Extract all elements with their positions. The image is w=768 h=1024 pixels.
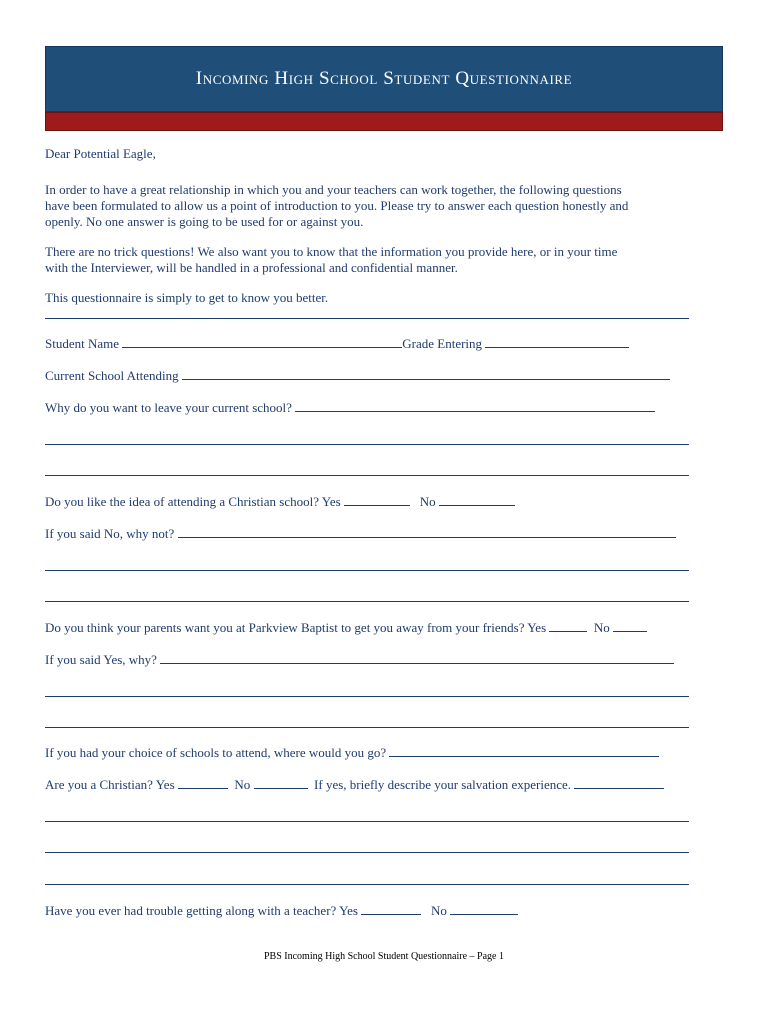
parents-label: Do you think your parents want you at Parkview Baptist to get you away from your friends? Yes — [45, 620, 547, 635]
christian-school-no-label: No — [419, 494, 436, 509]
grade-entering-label: Grade Entering — [402, 336, 483, 351]
grade-entering-field[interactable] — [485, 336, 629, 348]
why-leave-field[interactable] — [295, 400, 655, 412]
if-no-why-label: If you said No, why not? — [45, 526, 175, 541]
christian-school-row — [45, 494, 515, 510]
intro-line-2: have been formulated to allow us a point of introduction to you. Please try to answer each question honestly and — [45, 198, 629, 213]
divider-line — [45, 318, 689, 319]
if-no-why-row — [45, 526, 676, 542]
parents-no-field[interactable] — [613, 620, 647, 632]
if-yes-why-field[interactable] — [160, 652, 674, 664]
teacher-row — [45, 903, 518, 919]
if-no-why-field[interactable] — [178, 526, 676, 538]
header-banner — [45, 46, 723, 112]
current-school-label: Current School Attending — [45, 368, 179, 383]
answer-line[interactable] — [45, 821, 689, 822]
current-school-field[interactable] — [182, 368, 670, 380]
parents-row — [45, 620, 647, 636]
answer-line[interactable] — [45, 570, 689, 571]
teacher-label: Have you ever had trouble getting along with a teacher? Yes — [45, 903, 358, 918]
christian-school-yes-field[interactable] — [344, 494, 410, 506]
page-title: Incoming High School Student Questionnaire — [195, 68, 573, 89]
student-name-row — [45, 336, 629, 352]
school-choice-field[interactable] — [389, 745, 659, 757]
assurance-line-2: with the Interviewer, will be handled in a professional and confidential manner. — [45, 260, 458, 275]
teacher-no-label: No — [430, 903, 447, 918]
are-christian-no-field[interactable] — [254, 777, 308, 789]
greeting: Dear Potential Eagle, — [45, 146, 156, 161]
christian-school-no-field[interactable] — [439, 494, 515, 506]
assurance-paragraph — [45, 244, 715, 276]
page-footer: PBS Incoming High School Student Questionnaire – Page 1 — [264, 951, 504, 962]
answer-line[interactable] — [45, 444, 689, 445]
school-choice-label: If you had your choice of schools to attend, where would you go? — [45, 745, 387, 760]
are-christian-row — [45, 777, 664, 793]
why-leave-label: Why do you want to leave your current school? — [45, 400, 292, 415]
teacher-no-field[interactable] — [450, 903, 518, 915]
purpose-sentence: This questionnaire is simply to get to know you better. — [45, 290, 329, 305]
student-name-field[interactable] — [122, 336, 402, 348]
answer-line[interactable] — [45, 884, 689, 885]
school-choice-row — [45, 745, 659, 761]
christian-school-label: Do you like the idea of attending a Christian school? Yes — [45, 494, 341, 509]
answer-line[interactable] — [45, 696, 689, 697]
student-name-label: Student Name — [45, 336, 120, 351]
parents-yes-field[interactable] — [549, 620, 587, 632]
intro-line-3: openly. No one answer is going to be used for or against you. — [45, 214, 364, 229]
letter-body — [45, 146, 715, 320]
intro-paragraph — [45, 182, 715, 230]
intro-line-1: In order to have a great relationship in which you and your teachers can work together, the following questions — [45, 182, 622, 197]
parents-no-label: No — [593, 620, 610, 635]
are-christian-yes-field[interactable] — [178, 777, 228, 789]
answer-line[interactable] — [45, 601, 689, 602]
current-school-row — [45, 368, 670, 384]
if-yes-why-label: If you said Yes, why? — [45, 652, 157, 667]
teacher-yes-field[interactable] — [361, 903, 421, 915]
answer-line[interactable] — [45, 475, 689, 476]
salvation-field[interactable] — [574, 777, 664, 789]
header-accent-bar — [45, 112, 723, 131]
assurance-line-1: There are no trick questions! We also want you to know that the information you provide here, or in your time — [45, 244, 618, 259]
if-yes-why-row — [45, 652, 674, 668]
why-leave-row — [45, 400, 655, 416]
salvation-label: If yes, briefly describe your salvation experience. — [314, 777, 572, 792]
answer-line[interactable] — [45, 852, 689, 853]
are-christian-label: Are you a Christian? Yes — [45, 777, 175, 792]
answer-line[interactable] — [45, 727, 689, 728]
are-christian-no-label: No — [234, 777, 251, 792]
